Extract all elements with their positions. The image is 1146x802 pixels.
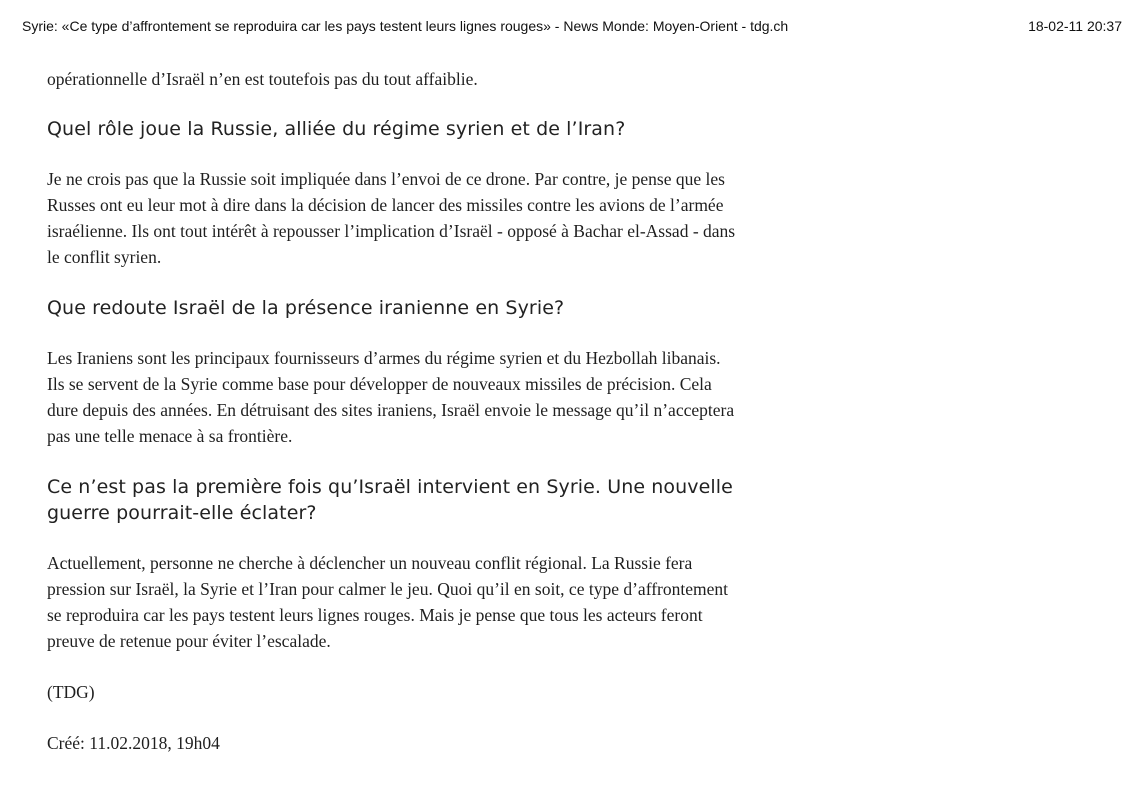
question-heading-new-war: Ce n’est pas la première fois qu’Israël intervient en Syrie. Une nouvelle guerre pourrait-elle éclater? xyxy=(47,476,733,524)
source-credit: (TDG) xyxy=(47,682,95,702)
question-heading-iran-presence: Que redoute Israël de la présence iranienne en Syrie? xyxy=(47,297,565,319)
print-datetime: 18-02-11 20:37 xyxy=(1028,18,1122,34)
intro-paragraph-tail: opérationnelle d’Israël n’en est toutefois pas du tout affaiblie. xyxy=(47,69,478,89)
article-body xyxy=(47,66,737,756)
question-heading-russia: Quel rôle joue la Russie, alliée du régime syrien et de l’Iran? xyxy=(47,118,626,140)
answer-paragraph-iran-presence: Les Iraniens sont les principaux fournisseurs d’armes du régime syrien et du Hezbollah libanais. Ils se servent de la Syrie comme base pour développer de nouveaux missiles de précision. Cela dure depuis des années. En détruisant des sites iraniens, Israël envoie le message qu’il n’acceptera pas une telle menace à sa frontière. xyxy=(47,348,735,446)
answer-paragraph-new-war: Actuellement, personne ne cherche à déclencher un nouveau conflit régional. La Russie fera pression sur Israël, la Syrie et l’Iran pour calmer le jeu. Quoi qu’il en soit, ce type d’affrontement se reproduira car les pays testent leurs lignes rouges. Mais je pense que tous les acteurs feront preuve de retenue pour éviter l’escalade. xyxy=(47,553,728,651)
answer-paragraph-russia: Je ne crois pas que la Russie soit impliquée dans l’envoi de ce drone. Par contre, je pense que les Russes ont eu leur mot à dire dans la décision de lancer des missiles contre les avions de l’armée israélienne. Ils ont tout intérêt à repousser l’implication d’Israël - opposé à Bachar el-Assad - dans le conflit syrien. xyxy=(47,169,736,267)
print-header xyxy=(22,18,1122,38)
created-timestamp: Créé: 11.02.2018, 19h04 xyxy=(47,733,220,753)
page-title: Syrie: «Ce type d’affrontement se reproduira car les pays testent leurs lignes rouges» - News Monde: Moyen-Orient - tdg.ch xyxy=(22,18,789,34)
